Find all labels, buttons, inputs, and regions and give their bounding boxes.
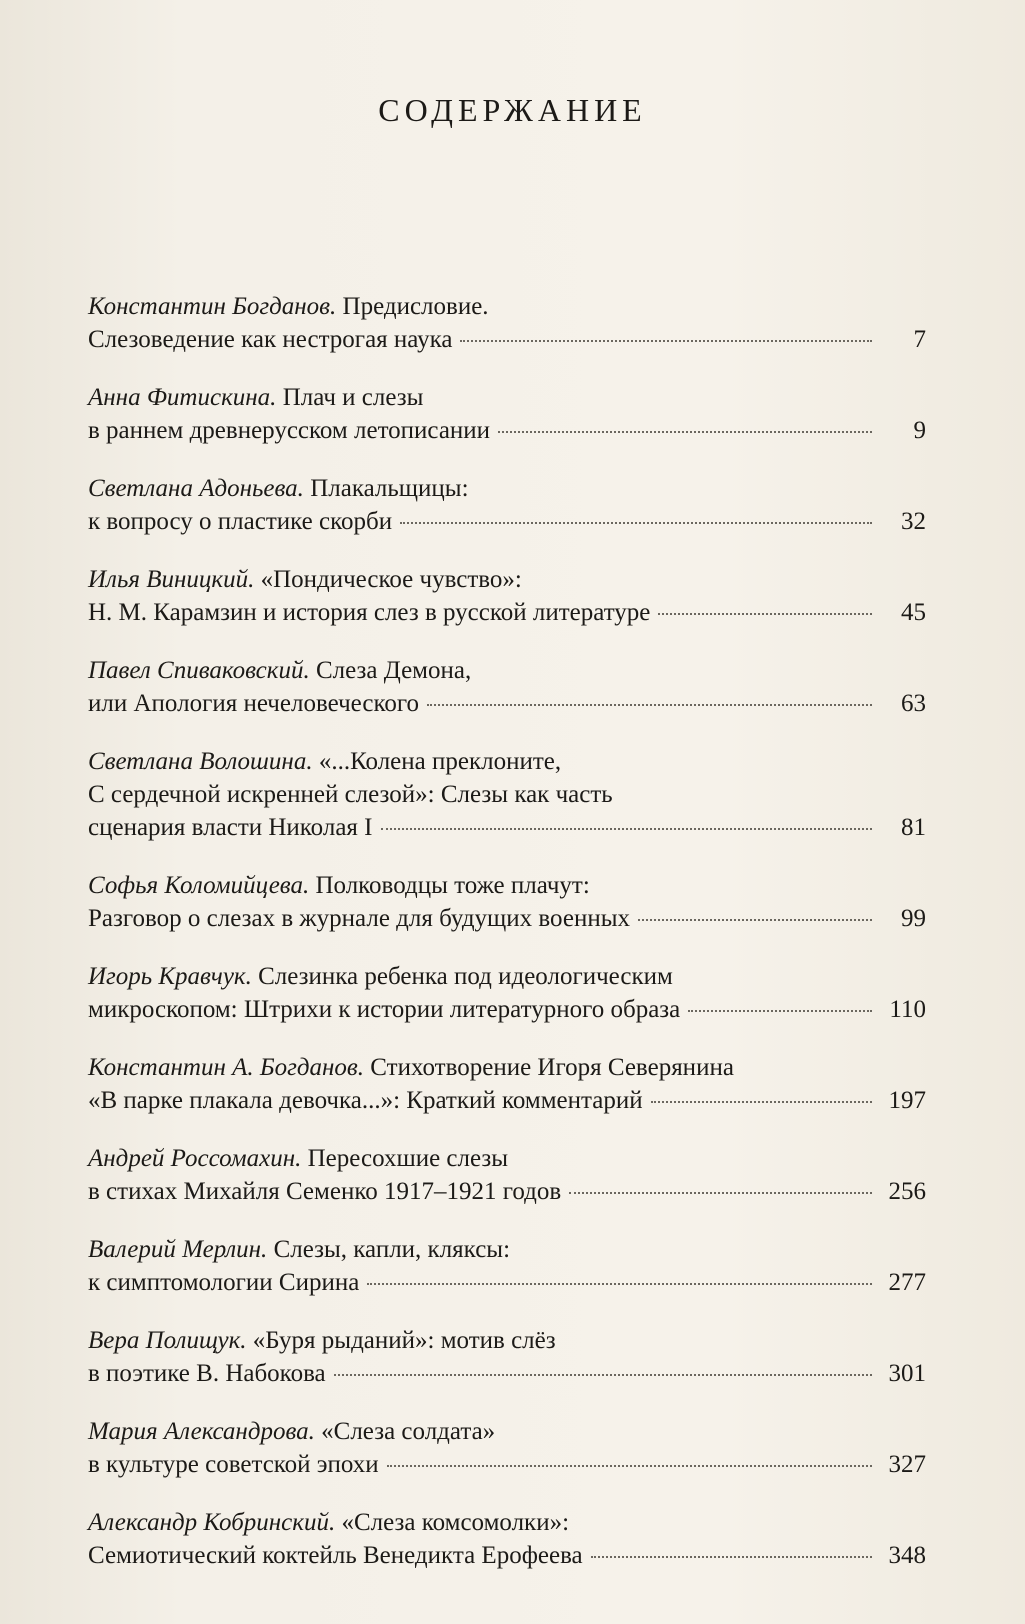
entry-title-line xyxy=(88,1324,926,1357)
entry-author: Александр Кобринский. xyxy=(88,1509,336,1536)
toc-entry xyxy=(88,745,926,844)
entry-author: Мария Александрова. xyxy=(88,1418,315,1445)
entry-author: Андрей Россомахин. xyxy=(88,1145,302,1172)
entry-title-text: Слезоведение как нестрогая наука xyxy=(88,326,453,353)
toc-entry xyxy=(88,960,926,1026)
page-number: 197 xyxy=(888,1087,926,1114)
entry-last-line xyxy=(88,902,926,935)
entry-author: Илья Виницкий. xyxy=(88,566,255,593)
page-number: 9 xyxy=(913,417,926,444)
toc-entry xyxy=(88,1324,926,1390)
entry-author: Валерий Мерлин. xyxy=(88,1236,268,1263)
page-number: 348 xyxy=(888,1542,926,1569)
entry-author: Анна Фитискина. xyxy=(88,384,277,411)
entry-title-text: Плакальщицы: xyxy=(310,475,469,502)
entry-title-text: С сердечной искренней слезой»: Слезы как часть xyxy=(88,781,613,808)
entry-title-line xyxy=(88,778,926,811)
entry-title-text: Слеза Демона, xyxy=(315,657,472,684)
page-number: 277 xyxy=(888,1269,926,1296)
entry-title-text: «В парке плакала девочка...»: Краткий комментарий xyxy=(88,1087,643,1114)
entry-title-line xyxy=(88,1051,926,1084)
entry-title-line xyxy=(88,869,926,902)
dot-leader xyxy=(569,1192,872,1194)
entry-author: Светлана Адоньева. xyxy=(88,475,304,502)
entry-title-text: Плач и слезы xyxy=(282,384,424,411)
toc-entry xyxy=(88,1415,926,1481)
toc-entry xyxy=(88,1142,926,1208)
entry-title-line xyxy=(88,563,926,596)
entry-author: Игорь Кравчук. xyxy=(88,963,252,990)
entry-last-line xyxy=(88,596,926,629)
page-number: 256 xyxy=(888,1178,926,1205)
dot-leader xyxy=(460,340,872,342)
entry-author: Вера Полищук. xyxy=(88,1327,247,1354)
contents-heading: СОДЕРЖАНИЕ xyxy=(378,92,647,128)
table-of-contents xyxy=(88,290,926,1597)
entry-title-text: микроскопом: Штрихи к истории литературного образа xyxy=(88,996,681,1023)
entry-author: Константин Богданов. xyxy=(88,293,337,320)
entry-title-line xyxy=(88,1142,926,1175)
dot-leader xyxy=(688,1010,872,1012)
dot-leader xyxy=(498,431,872,433)
entry-title-line xyxy=(88,381,926,414)
entry-last-line xyxy=(88,414,926,447)
entry-title-line xyxy=(88,1233,926,1266)
entry-title-text: в стихах Михайля Семенко 1917–1921 годов xyxy=(88,1178,562,1205)
entry-title-line xyxy=(88,960,926,993)
entry-author: Софья Коломийцева. xyxy=(88,872,310,899)
entry-last-line xyxy=(88,1357,926,1390)
entry-last-line xyxy=(88,993,926,1026)
entry-title-text: Пересохшие слезы xyxy=(307,1145,509,1172)
entry-title-text: к симптомологии Сирина xyxy=(88,1269,360,1296)
entry-title-line xyxy=(88,472,926,505)
toc-entry xyxy=(88,1506,926,1572)
entry-author: Павел Спиваковский. xyxy=(88,657,310,684)
entry-title-text: «...Колена преклоните, xyxy=(318,748,562,775)
entry-title-text: в поэтике В. Набокова xyxy=(88,1360,326,1387)
entry-title-line xyxy=(88,1506,926,1539)
entry-last-line xyxy=(88,1539,926,1572)
toc-entry xyxy=(88,381,926,447)
toc-entry xyxy=(88,1051,926,1117)
dot-leader xyxy=(367,1283,872,1285)
entry-last-line xyxy=(88,1266,926,1299)
entry-title-text: Стихотворение Игоря Северянина xyxy=(370,1054,734,1081)
page-number: 7 xyxy=(913,326,926,353)
entry-title-line xyxy=(88,745,926,778)
page-number: 63 xyxy=(901,690,926,717)
entry-title-text: «Слеза комсомолки»: xyxy=(341,1509,570,1536)
entry-last-line xyxy=(88,323,926,356)
entry-title-text: Предисловие. xyxy=(342,293,489,320)
page-number: 301 xyxy=(888,1360,926,1387)
dot-leader xyxy=(400,522,872,524)
entry-title-line xyxy=(88,654,926,687)
entry-title-text: «Слеза солдата» xyxy=(321,1418,496,1445)
dot-leader xyxy=(591,1556,872,1558)
entry-last-line xyxy=(88,687,926,720)
toc-entry xyxy=(88,869,926,935)
entry-title-text: к вопросу о пластике скорби xyxy=(88,508,393,535)
toc-entry xyxy=(88,1233,926,1299)
entry-title-line xyxy=(88,290,926,323)
entry-last-line xyxy=(88,811,926,844)
entry-last-line xyxy=(88,505,926,538)
entry-title-text: Слезинка ребенка под идеологическим xyxy=(258,963,673,990)
entry-title-text: в раннем древнерусском летописании xyxy=(88,417,491,444)
entry-title-text: сценария власти Николая I xyxy=(88,814,373,841)
dot-leader xyxy=(387,1465,872,1467)
page-number: 99 xyxy=(901,905,926,932)
entry-last-line xyxy=(88,1448,926,1481)
entry-title-text: Слезы, капли, кляксы: xyxy=(273,1236,511,1263)
toc-entry xyxy=(88,654,926,720)
entry-title-text: или Апология нечеловеческого xyxy=(88,690,419,717)
entry-last-line xyxy=(88,1175,926,1208)
toc-entry xyxy=(88,563,926,629)
dot-leader xyxy=(381,828,873,830)
dot-leader xyxy=(334,1374,872,1376)
dot-leader xyxy=(638,919,872,921)
page-number: 327 xyxy=(888,1451,926,1478)
entry-author: Светлана Волошина. xyxy=(88,748,313,775)
page-number: 81 xyxy=(901,814,926,841)
dot-leader xyxy=(658,613,872,615)
dot-leader xyxy=(651,1101,872,1103)
dot-leader xyxy=(427,704,872,706)
entry-title-text: «Пондическое чувство»: xyxy=(260,566,522,593)
entry-title-text: Разговор о слезах в журнале для будущих военных xyxy=(88,905,631,932)
entry-title-text: «Буря рыданий»: мотив слёз xyxy=(252,1327,556,1354)
entry-author: Константин А. Богданов. xyxy=(88,1054,365,1081)
page-number: 45 xyxy=(901,599,926,626)
entry-title-text: Полководцы тоже плачут: xyxy=(315,872,590,899)
toc-entry xyxy=(88,290,926,356)
toc-entry xyxy=(88,472,926,538)
page-number: 32 xyxy=(901,508,926,535)
entry-last-line xyxy=(88,1084,926,1117)
entry-title-text: Н. М. Карамзин и история слез в русской литературе xyxy=(88,599,651,626)
page-number: 110 xyxy=(889,996,926,1023)
entry-title-text: Семиотический коктейль Венедикта Ерофеева xyxy=(88,1542,583,1569)
entry-title-line xyxy=(88,1415,926,1448)
entry-title-text: в культуре советской эпохи xyxy=(88,1451,379,1478)
